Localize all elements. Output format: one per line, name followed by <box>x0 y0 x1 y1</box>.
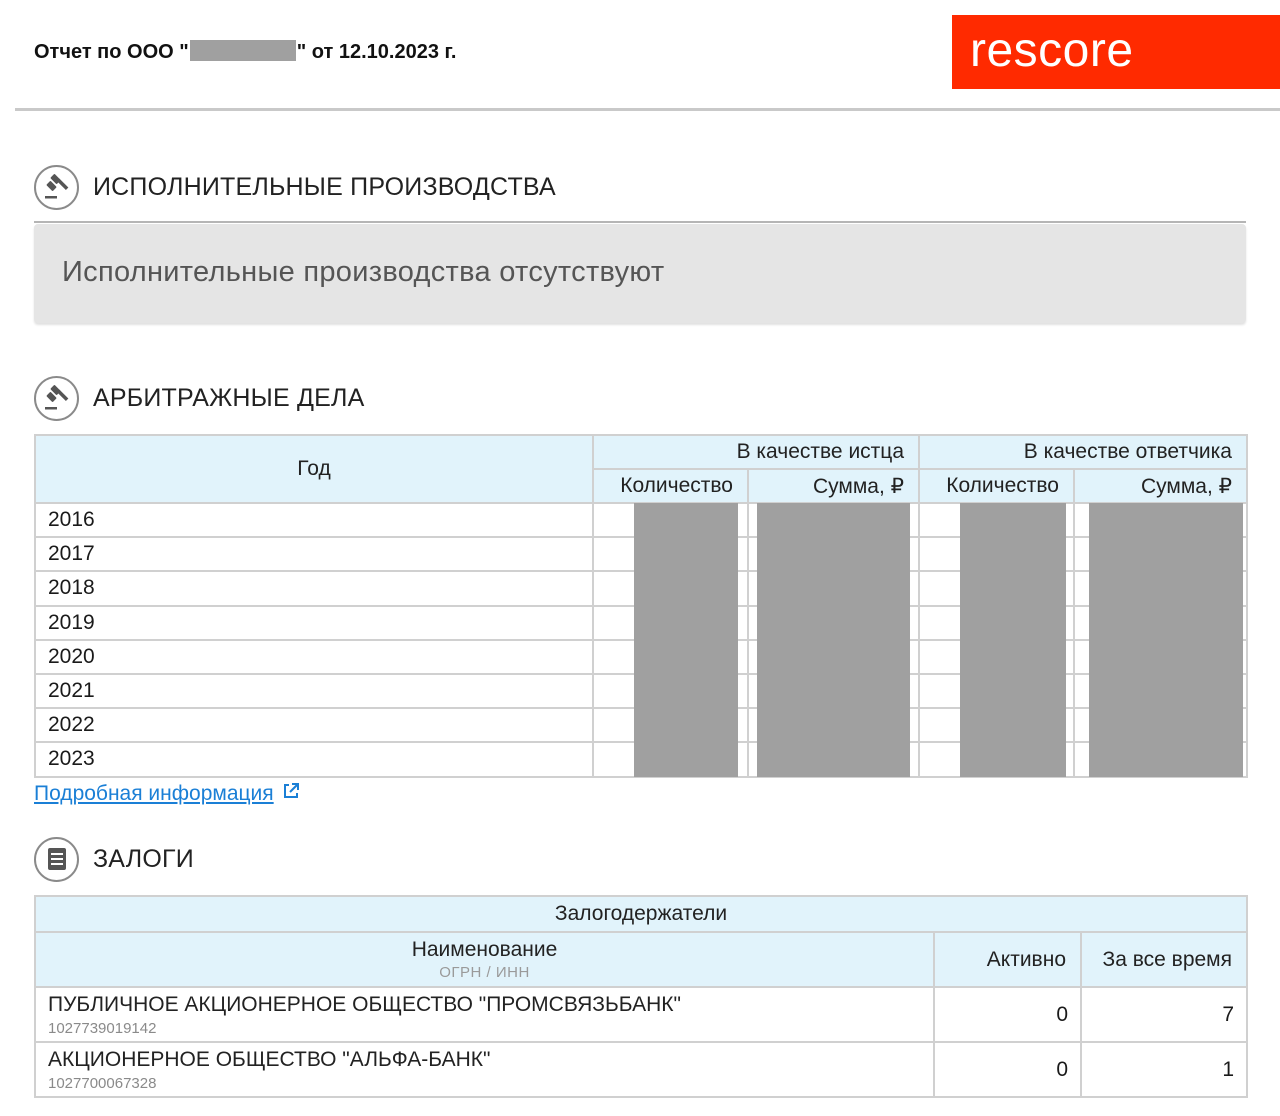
redacted-value-cell <box>748 503 919 537</box>
redacted-value-cell <box>593 571 748 605</box>
redacted-value-cell <box>919 708 1074 742</box>
redaction-block <box>634 640 738 674</box>
year-cell: 2019 <box>35 606 593 640</box>
redacted-value-cell <box>1074 571 1247 605</box>
redacted-value-cell <box>748 674 919 708</box>
redacted-value-cell <box>748 640 919 674</box>
table-row <box>35 571 1247 605</box>
year-cell: 2023 <box>35 742 593 776</box>
gavel-icon <box>34 376 79 421</box>
col-defendant-count-header: Количество <box>919 469 1074 503</box>
details-link[interactable] <box>34 782 300 806</box>
year-cell: 2022 <box>35 708 593 742</box>
col-plaintiff-count-header: Количество <box>593 469 748 503</box>
redaction-block <box>1089 606 1243 640</box>
pledgeholders-group-header: Залогодержатели <box>35 896 1247 932</box>
col-plaintiff-sum-header: Сумма, ₽ <box>748 469 919 503</box>
pledges-section-header <box>34 836 194 882</box>
arbitration-section-title: АРБИТРАЖНЫЕ ДЕЛА <box>93 383 365 412</box>
redacted-value-cell <box>748 606 919 640</box>
redaction-block <box>960 742 1066 776</box>
active-count: 0 <box>934 987 1081 1042</box>
redaction-block <box>960 606 1066 640</box>
col-active-header: Активно <box>934 932 1081 987</box>
redacted-company-name <box>190 40 296 61</box>
redacted-value-cell <box>1074 742 1247 776</box>
redacted-value-cell <box>1074 640 1247 674</box>
pledgeholder-name: АКЦИОНЕРНОЕ ОБЩЕСТВО "АЛЬФА-БАНК" <box>48 1047 491 1071</box>
redacted-value-cell <box>748 708 919 742</box>
table-row <box>35 742 1247 776</box>
year-cell: 2020 <box>35 640 593 674</box>
redacted-value-cell <box>748 537 919 571</box>
header-divider <box>15 108 1280 111</box>
table-row <box>35 1042 1247 1097</box>
enforcement-section-title: ИСПОЛНИТЕЛЬНЫЕ ПРОИЗВОДСТВА <box>93 172 556 201</box>
table-row <box>35 606 1247 640</box>
redacted-value-cell <box>1074 537 1247 571</box>
external-link-icon <box>282 782 300 806</box>
table-row <box>35 708 1247 742</box>
redacted-value-cell <box>1074 708 1247 742</box>
year-cell: 2016 <box>35 503 593 537</box>
redaction-block <box>634 503 738 537</box>
redacted-value-cell <box>1074 503 1247 537</box>
redacted-value-cell <box>593 537 748 571</box>
redaction-block <box>960 503 1066 537</box>
redacted-value-cell <box>748 571 919 605</box>
group-defendant-header: В качестве ответчика <box>919 435 1247 469</box>
enforcement-section-header <box>34 164 556 210</box>
redacted-value-cell <box>593 742 748 776</box>
redacted-value-cell <box>593 640 748 674</box>
active-count: 0 <box>934 1042 1081 1097</box>
report-title-suffix: " от 12.10.2023 г. <box>296 41 457 63</box>
redacted-value-cell <box>919 503 1074 537</box>
redacted-value-cell <box>919 571 1074 605</box>
enforcement-empty-notice <box>34 224 1246 323</box>
col-defendant-sum-header: Сумма, ₽ <box>1074 469 1247 503</box>
pledgeholder-cell <box>35 1042 934 1097</box>
redacted-value-cell <box>919 606 1074 640</box>
pledgeholder-ogrn: 1027739019142 <box>48 1019 157 1037</box>
redacted-value-cell <box>919 640 1074 674</box>
redaction-block <box>757 606 910 640</box>
year-cell: 2018 <box>35 571 593 605</box>
details-link-label[interactable]: Подробная информация <box>34 782 274 805</box>
redaction-block <box>634 742 738 776</box>
redacted-value-cell <box>1074 674 1247 708</box>
col-name-label: Наименование <box>411 938 558 961</box>
redaction-block <box>634 571 738 605</box>
redaction-block <box>757 503 910 537</box>
table-row <box>35 674 1247 708</box>
group-plaintiff-header: В качестве истца <box>593 435 919 469</box>
enforcement-divider <box>34 221 1246 223</box>
redaction-block <box>1089 708 1243 742</box>
redaction-block <box>1089 674 1243 708</box>
redacted-value-cell <box>919 674 1074 708</box>
redaction-block <box>757 742 910 776</box>
pledges-section-title: ЗАЛОГИ <box>93 844 194 873</box>
redaction-block <box>960 537 1066 571</box>
col-total-header: За все время <box>1081 932 1247 987</box>
redaction-block <box>1089 742 1243 776</box>
enforcement-empty-text: Исполнительные производства отсутствуют <box>62 256 665 288</box>
report-title-prefix: Отчет по ООО " <box>34 41 189 63</box>
redacted-value-cell <box>919 537 1074 571</box>
redaction-block <box>960 640 1066 674</box>
redaction-block <box>960 708 1066 742</box>
year-cell: 2017 <box>35 537 593 571</box>
redacted-value-cell <box>593 708 748 742</box>
gavel-icon <box>34 165 79 210</box>
year-cell: 2021 <box>35 674 593 708</box>
redacted-value-cell <box>1074 606 1247 640</box>
document-list-icon <box>34 837 79 882</box>
redaction-block <box>1089 503 1243 537</box>
redaction-block <box>960 674 1066 708</box>
redaction-block <box>1089 537 1243 571</box>
pledgeholder-cell <box>35 987 934 1042</box>
report-title <box>34 40 456 64</box>
table-row <box>35 503 1247 537</box>
redaction-block <box>1089 571 1243 605</box>
redaction-block <box>757 674 910 708</box>
redacted-value-cell <box>593 606 748 640</box>
redacted-value-cell <box>748 742 919 776</box>
redaction-block <box>757 537 910 571</box>
redaction-block <box>757 640 910 674</box>
redacted-value-cell <box>919 742 1074 776</box>
col-year-header: Год <box>35 435 593 503</box>
arbitration-section-header <box>34 375 364 421</box>
table-row <box>35 640 1247 674</box>
redaction-block <box>634 606 738 640</box>
table-row <box>35 537 1247 571</box>
arbitration-table <box>34 434 1248 778</box>
rescore-logo: rescore <box>952 15 1280 89</box>
redaction-block <box>1089 640 1243 674</box>
redacted-value-cell <box>593 503 748 537</box>
table-row <box>35 987 1247 1042</box>
pledgeholder-name: ПУБЛИЧНОЕ АКЦИОНЕРНОЕ ОБЩЕСТВО "ПРОМСВЯЗЬБАНК" <box>48 992 681 1016</box>
redaction-block <box>757 571 910 605</box>
redaction-block <box>960 571 1066 605</box>
redacted-value-cell <box>593 674 748 708</box>
pledgeholder-ogrn: 1027700067328 <box>48 1074 157 1092</box>
total-count: 1 <box>1081 1042 1247 1097</box>
col-name-sublabel: ОГРН / ИНН <box>439 964 530 981</box>
redaction-block <box>634 708 738 742</box>
redaction-block <box>634 537 738 571</box>
redaction-block <box>757 708 910 742</box>
total-count: 7 <box>1081 987 1247 1042</box>
col-name-header <box>35 932 934 987</box>
pledgeholders-table <box>34 895 1248 1098</box>
redaction-block <box>634 674 738 708</box>
